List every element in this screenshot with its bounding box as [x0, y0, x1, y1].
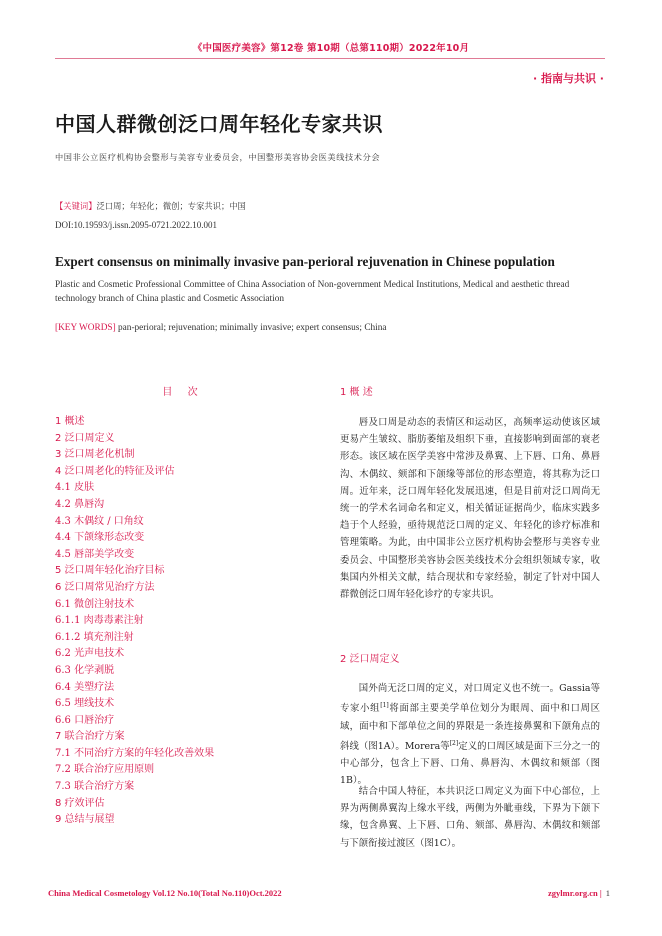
toc-item[interactable]: 5 泛口周年轻化治疗目标: [55, 565, 165, 577]
toc-item[interactable]: 6.6 口唇治疗: [55, 714, 115, 726]
toc-item[interactable]: 1 概述: [55, 416, 85, 427]
keywords-cn: [55, 200, 246, 212]
keywords-en-label: [KEY WORDS]: [55, 323, 116, 333]
toc-item[interactable]: 4.4 下颌缘形态改变: [55, 532, 145, 544]
footer-url[interactable]: zgylmr.org.cn |: [548, 888, 602, 898]
toc-item[interactable]: 6.5 埋线技术: [55, 698, 115, 710]
toc-item[interactable]: 6.3 化学剥脱: [55, 664, 115, 676]
citation-ref-1[interactable]: [1]: [380, 702, 389, 710]
citation-ref-2[interactable]: [2]: [449, 739, 459, 747]
toc-item[interactable]: 4.3 木偶纹 / 口角纹: [55, 515, 144, 527]
toc-item[interactable]: 6 泛口周常见治疗方法: [55, 581, 155, 593]
toc-title: 目 次: [162, 387, 204, 398]
footer-website: [548, 888, 610, 898]
keywords-cn-text: 泛口周；年轻化；微创；专家共识；中国: [96, 201, 246, 211]
toc-item[interactable]: 6.1.1 肉毒毒素注射: [55, 615, 144, 627]
toc-item[interactable]: 3 泛口周老化机制: [55, 449, 135, 461]
section-2-paragraph-1: 国外尚无泛口周的定义，对口周定义也不统一。Gassia等专家小组[1]将面部主要美学单位划分为眼周、面中和口周区域，面中和下部单位之间的界限是一条连接鼻翼和下颌角点的斜线（图1A）。Morera等[2]定义的口周区域是面下三分之一的中心部分，包含上下唇、口角、鼻唇沟、木偶纹和颏部（图1B）。: [340, 683, 600, 787]
toc-item[interactable]: 4 泛口周老化的特征及评估: [55, 465, 175, 477]
toc-item[interactable]: 4.5 唇部美学改变: [55, 548, 135, 560]
toc-item[interactable]: 7 联合治疗方案: [55, 731, 125, 743]
journal-header-line: 《中国医疗美容》第12卷 第10期（总第110期）2022年10月: [192, 43, 470, 54]
section-2-paragraph-2: 结合中国人特征，本共识泛口周定义为面下中心部位，上界为两侧鼻翼沟上缘水平线，两侧为外眦垂线，下界为下颌下缘，包含鼻翼、上下唇、口角、颏部、鼻唇沟、木偶纹和颏部与下颌衔接过渡区（图1C）。: [340, 786, 600, 849]
keywords-en: [55, 323, 387, 333]
table-of-contents: [55, 414, 315, 829]
toc-item[interactable]: 6.1.2 填充剂注射: [55, 631, 134, 643]
authors-en: Plastic and Cosmetic Professional Committee of China Association of Non-government Medical Institutions, Medical and aesthetic thread technology branch of China plastic and Cosmetic Association: [55, 280, 570, 304]
toc-item[interactable]: 2 泛口周定义: [55, 432, 115, 444]
toc-item[interactable]: 7.2 联合治疗应用原则: [55, 764, 155, 776]
section-1-heading: 1 概 述: [340, 387, 373, 398]
authors-cn: 中国非公立医疗机构协会整形与美容专业委员会，中国整形美容协会医美线技术分会: [55, 152, 381, 162]
article-title-cn: 中国人群微创泛口周年轻化专家共识: [55, 112, 383, 136]
toc-item[interactable]: 9 总结与展望: [55, 814, 115, 826]
toc-item[interactable]: 6.2 光声电技术: [55, 648, 125, 660]
page-number: 1: [605, 888, 610, 898]
section-tag: · 指南与共识 ·: [532, 72, 604, 85]
header-divider: [55, 58, 605, 59]
toc-item[interactable]: 6.1 微创注射技术: [55, 598, 135, 610]
keywords-en-text: pan-perioral; rejuvenation; minimally invasive; expert consensus; China: [118, 323, 387, 333]
toc-item[interactable]: 8 疗效评估: [55, 797, 105, 809]
toc-item[interactable]: 7.3 联合治疗方案: [55, 781, 135, 793]
toc-item[interactable]: 7.1 不同治疗方案的年轻化改善效果: [55, 747, 215, 759]
article-title-en: Expert consensus on minimally invasive pan-perioral rejuvenation in Chinese population: [55, 254, 555, 269]
keywords-cn-label: 【关键词】: [55, 201, 97, 211]
section-2-heading: 2 泛口周定义: [340, 654, 400, 665]
toc-item[interactable]: 4.2 鼻唇沟: [55, 498, 105, 510]
toc-item[interactable]: 4.1 皮肤: [55, 482, 95, 494]
toc-item[interactable]: 6.4 美塑疗法: [55, 681, 115, 693]
doi: DOI:10.19593/j.issn.2095-0721.2022.10.001: [55, 220, 217, 230]
section-1-paragraph: 唇及口周是动态的表情区和运动区，高频率运动使该区域更易产生皱纹、脂肪萎缩及组织下垂，直接影响到面部的衰老形态。该区域在医学美容中常涉及鼻翼、上下唇、口角、鼻唇沟、木偶纹、颏部和下颌缘等部位的形态塑造，将其称为泛口周。近年来，泛口周年轻化发展迅速，但是目前对泛口周尚无统一的学术名词命名和定义，相关循证证据尚少，临床实践多趋于个人经验，亟待规范泛口周的定义、年轻化的诊疗标准和管理策略。为此，由中国非公立医疗机构协会整形与美容专业委员会、中国整形美容协会医美线技术分会组织领域专家，收集国内外相关文献，结合现状和专家经验，制定了针对中国人群微创泛口周年轻化诊疗的专家共识。: [340, 417, 600, 601]
footer-journal-info: China Medical Cosmetology Vol.12 No.10(Total No.110)Oct.2022: [48, 888, 282, 898]
